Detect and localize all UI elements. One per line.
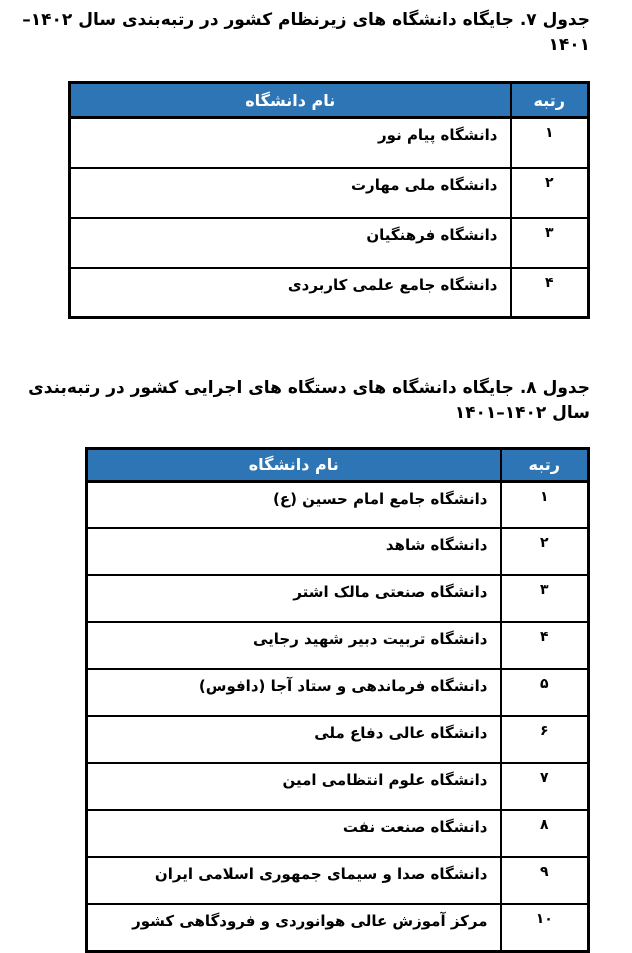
- university-name-cell: دانشگاه جامع علمی کاربردی: [70, 268, 511, 318]
- rank-cell: ۲: [501, 528, 589, 575]
- university-name-cell: دانشگاه پیام نور: [70, 118, 511, 168]
- table8-header: [87, 448, 589, 481]
- table7-body: [70, 118, 589, 318]
- rank-cell: ۲: [511, 168, 589, 218]
- rank-cell: ۱۰: [501, 904, 589, 951]
- rank-cell: ۳: [511, 218, 589, 268]
- table-row: [87, 622, 589, 669]
- table8-header-rank: رتبه: [501, 448, 589, 481]
- rank-cell: ۳: [501, 575, 589, 622]
- table8-header-row: [87, 448, 589, 481]
- table8-executive-agency-universities: [85, 447, 590, 953]
- table8-header-name: نام دانشگاه: [87, 448, 501, 481]
- table-row: [87, 528, 589, 575]
- table-row: [87, 716, 589, 763]
- table-row: [87, 669, 589, 716]
- table-row: [87, 575, 589, 622]
- rank-cell: ۱: [511, 118, 589, 168]
- university-name-cell: دانشگاه جامع امام حسین (ع): [87, 481, 501, 528]
- rank-cell: ۵: [501, 669, 589, 716]
- rank-cell: ۴: [511, 268, 589, 318]
- table-row: [70, 168, 589, 218]
- rank-cell: ۹: [501, 857, 589, 904]
- university-name-cell: دانشگاه صنعتی مالک اشتر: [87, 575, 501, 622]
- university-name-cell: دانشگاه صنعت نفت: [87, 810, 501, 857]
- rank-cell: ۱: [501, 481, 589, 528]
- university-name-cell: دانشگاه شاهد: [87, 528, 501, 575]
- university-name-cell: مرکز آموزش عالی هوانوردی و فرودگاهی کشور: [87, 904, 501, 951]
- rank-cell: ۷: [501, 763, 589, 810]
- table-row: [87, 763, 589, 810]
- table-row: [70, 218, 589, 268]
- university-name-cell: دانشگاه فرماندهی و ستاد آجا (دافوس): [87, 669, 501, 716]
- university-name-cell: دانشگاه عالی دفاع ملی: [87, 716, 501, 763]
- table7-subordinate-universities: [68, 81, 590, 319]
- table-row: [70, 118, 589, 168]
- university-name-cell: دانشگاه ملی مهارت: [70, 168, 511, 218]
- table-row: [87, 481, 589, 528]
- university-name-cell: دانشگاه فرهنگیان: [70, 218, 511, 268]
- table7-header-row: [70, 83, 589, 118]
- table7-title: جدول ۷. جایگاه دانشگاه های زیرنظام کشور در رتبه‌بندی سال ۱۴۰۲–۱۴۰۱: [22, 10, 590, 55]
- university-name-cell: دانشگاه تربیت دبیر شهید رجایی: [87, 622, 501, 669]
- university-name-cell: دانشگاه علوم انتظامی امین: [87, 763, 501, 810]
- table-row: [70, 268, 589, 318]
- table7-header-rank: رتبه: [511, 83, 589, 118]
- table7-header: [70, 83, 589, 118]
- university-name-cell: دانشگاه صدا و سیمای جمهوری اسلامی ایران: [87, 857, 501, 904]
- table8-body: [87, 481, 589, 951]
- table-row: [87, 810, 589, 857]
- rank-cell: ۸: [501, 810, 589, 857]
- table8-title: جدول ۸. جایگاه دانشگاه های دستگاه های اجرایی کشور در رتبه‌بندی سال ۱۴۰۲–۱۴۰۱: [28, 378, 590, 423]
- rank-cell: ۶: [501, 716, 589, 763]
- table-row: [87, 904, 589, 951]
- table-row: [87, 857, 589, 904]
- rank-cell: ۴: [501, 622, 589, 669]
- table7-header-name: نام دانشگاه: [70, 83, 511, 118]
